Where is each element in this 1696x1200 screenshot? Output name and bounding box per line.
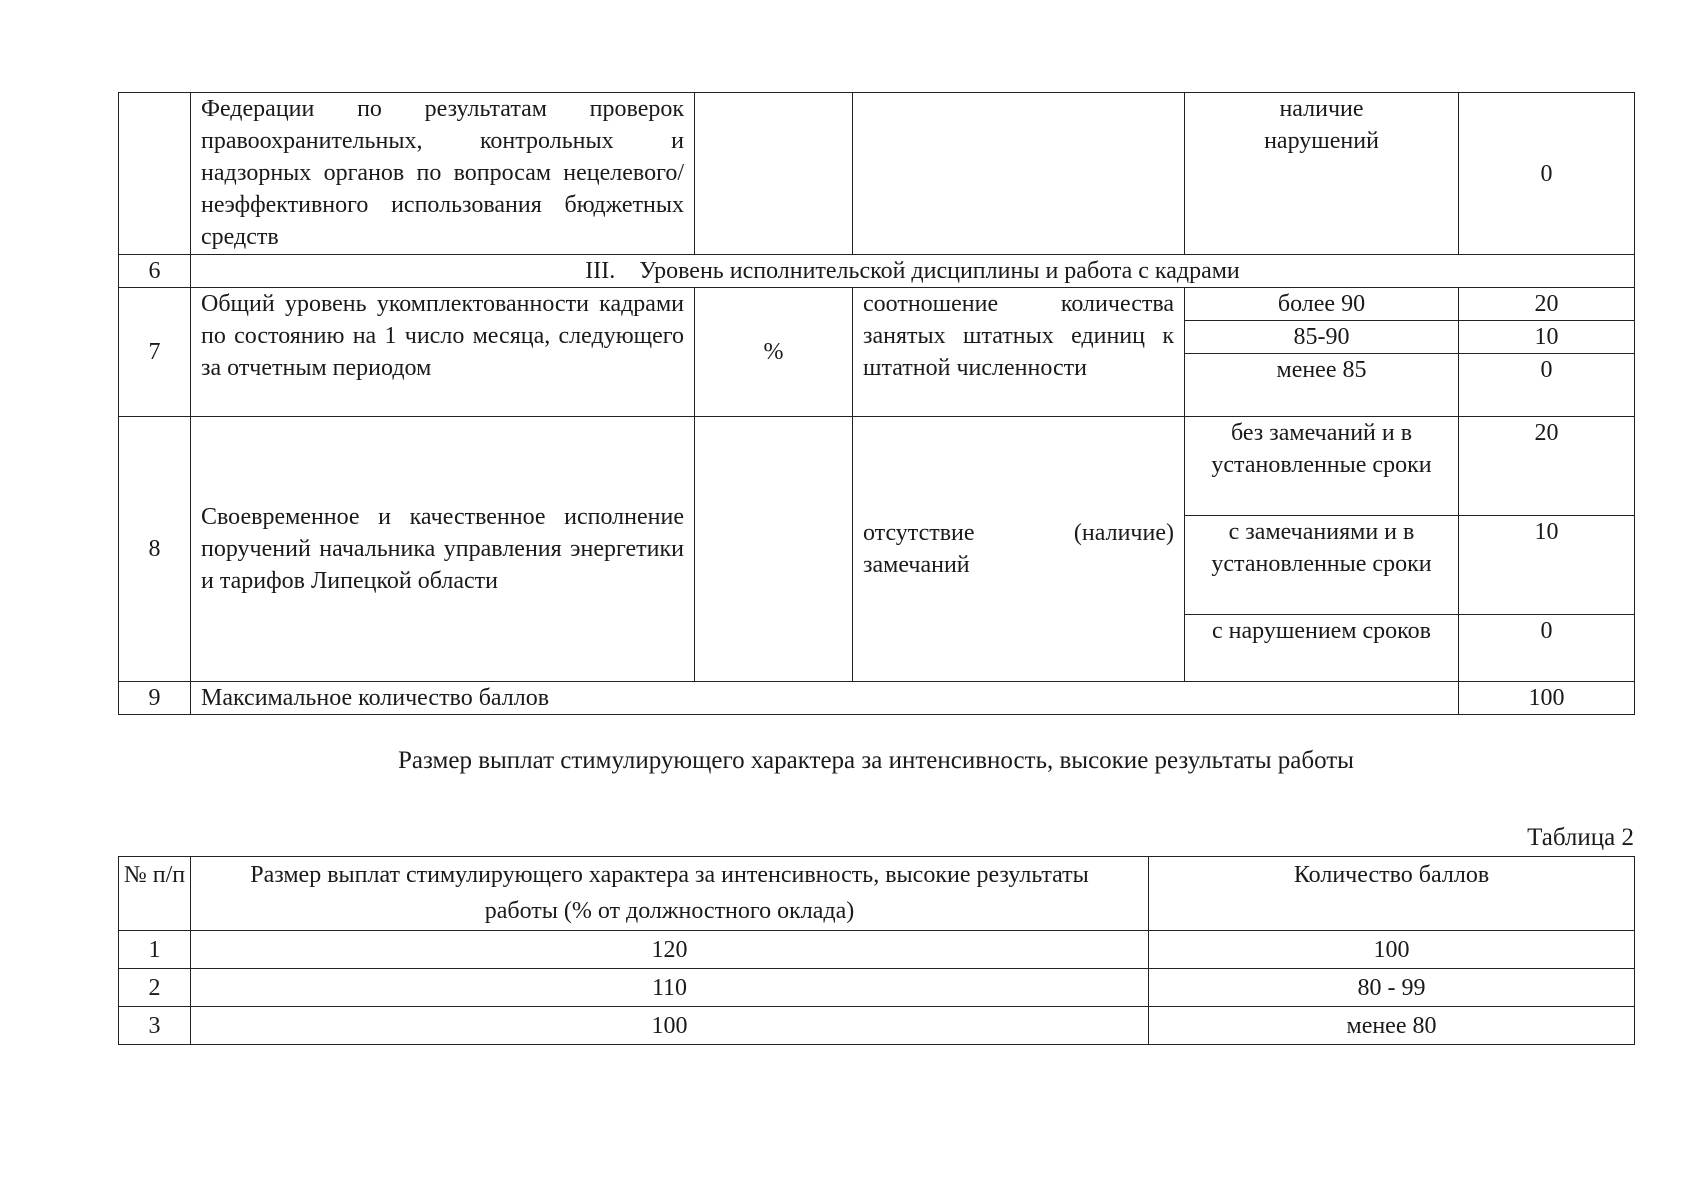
table-label: Таблица 2 (1527, 824, 1634, 851)
table-row-7 (119, 288, 1635, 417)
cell-method: соотношение количества занятых штатных единиц к штатной численности (853, 288, 1185, 417)
score-item: 10 (1459, 321, 1634, 354)
condition-item: 85-90 (1185, 321, 1458, 354)
score-item: 10 (1459, 516, 1634, 615)
cell-method: отсутствие (наличие) замечаний (853, 417, 1185, 682)
payment-table (118, 856, 1635, 1045)
score-item: 0 (1540, 357, 1553, 383)
condition-item: без замечаний и в установленные сроки (1185, 417, 1458, 516)
cell-conditions (1185, 417, 1459, 682)
header-points: Количество баллов (1149, 857, 1635, 931)
cell-num: 8 (119, 417, 191, 682)
total-label: Максимальное количество баллов (191, 682, 1459, 715)
header-size: Размер выплат стимулирующего характера за интенсивность, высокие результаты работы (% от должностного оклада) (191, 857, 1149, 931)
table-row-9-total (119, 682, 1635, 715)
score-item: 0 (1540, 618, 1553, 644)
cell-num: 9 (119, 682, 191, 715)
cell-size: 120 (191, 931, 1149, 969)
header-num: № п/п (119, 857, 191, 931)
cell-points: 100 (1149, 931, 1635, 969)
total-score: 100 (1459, 682, 1635, 715)
condition-item: с замечаниями и в установленные сроки (1185, 516, 1458, 615)
cell-scores (1459, 288, 1635, 417)
criteria-table (118, 92, 1635, 715)
cell-num: 6 (119, 255, 191, 288)
cell-size: 100 (191, 1007, 1149, 1045)
cell-score: 0 (1459, 93, 1635, 255)
cell-condition: наличие нарушений (1185, 93, 1459, 255)
cell-num (119, 93, 191, 255)
cell-size: 110 (191, 969, 1149, 1007)
table-row-section-6 (119, 255, 1635, 288)
cell-method (853, 93, 1185, 255)
cell-points: 80 - 99 (1149, 969, 1635, 1007)
cell-criterion: Общий уровень укомплектованности кадрами по состоянию на 1 число месяца, следующего за отчетным периодом (191, 288, 695, 417)
condition-item: менее 85 (1276, 357, 1367, 383)
table-header-row (119, 857, 1635, 931)
table-row (119, 931, 1635, 969)
table-row-8 (119, 417, 1635, 682)
score-item: 20 (1459, 417, 1634, 516)
cell-num: 3 (119, 1007, 191, 1045)
cell-criterion: Федерации по результатам проверок правоохранительных, контрольных и надзорных органов по вопросам нецелевого/неэффективного использования бюджетных средств (191, 93, 695, 255)
cell-num: 7 (119, 288, 191, 417)
section-heading: III. Уровень исполнительской дисциплины и работа с кадрами (191, 255, 1635, 288)
cell-unit (695, 417, 853, 682)
condition-item: с нарушением сроков (1212, 618, 1431, 644)
cell-scores (1459, 417, 1635, 682)
cell-criterion: Своевременное и качественное исполнение поручений начальника управления энергетики и тарифов Липецкой области (191, 417, 695, 682)
table-row (119, 1007, 1635, 1045)
condition-item: более 90 (1185, 288, 1458, 321)
cell-unit: % (695, 288, 853, 417)
cell-num: 1 (119, 931, 191, 969)
cell-unit (695, 93, 853, 255)
cell-points: менее 80 (1149, 1007, 1635, 1045)
section-title: Размер выплат стимулирующего характера за интенсивность, высокие результаты работы (398, 747, 1354, 774)
table-row-continuation (119, 93, 1635, 255)
cell-conditions (1185, 288, 1459, 417)
cell-num: 2 (119, 969, 191, 1007)
table-row (119, 969, 1635, 1007)
score-item: 20 (1459, 288, 1634, 321)
